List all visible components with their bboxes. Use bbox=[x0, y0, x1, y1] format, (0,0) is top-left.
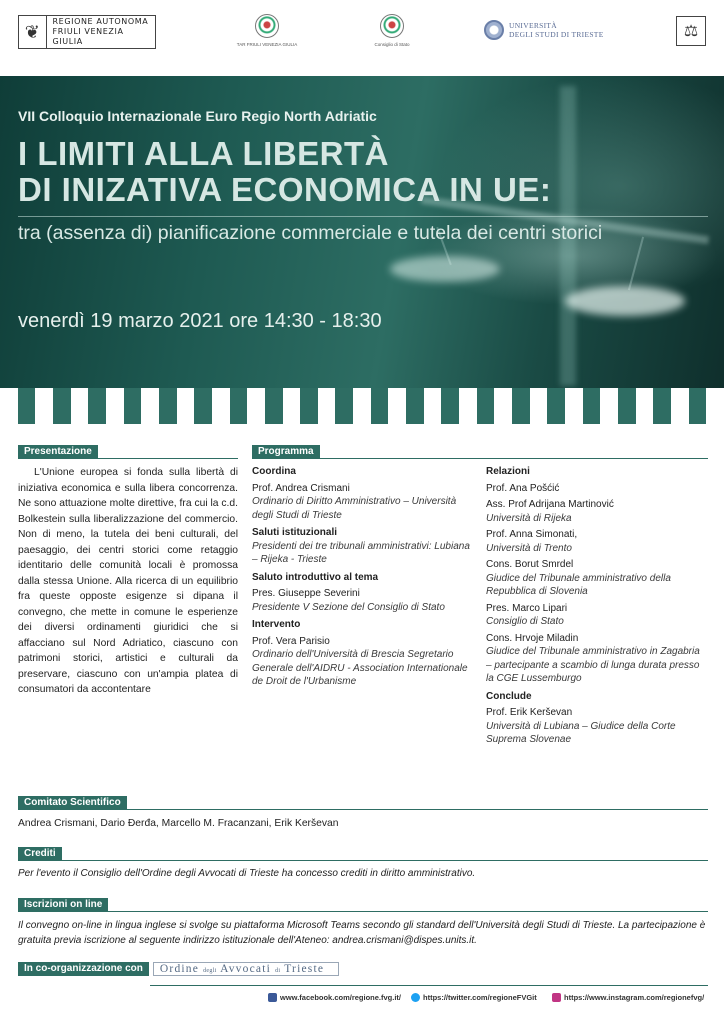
region-logo-line2: FRIULI VENEZIA GIULIA bbox=[52, 27, 124, 46]
univ-line2: DEGLI STUDI DI TRIESTE bbox=[509, 30, 604, 39]
speaker-role: Giudice del Tribunale amministrativo della Repubblica di Slovenia bbox=[486, 572, 671, 597]
tar-fvg-logo bbox=[232, 14, 302, 47]
event-tagline: tra (assenza di) pianificazione commerciale e tutela dei centri storici bbox=[18, 222, 603, 244]
facebook-link[interactable]: www.facebook.com/regione.fvg.it/ bbox=[268, 993, 401, 1002]
title-divider bbox=[18, 216, 708, 217]
programma-column-left bbox=[252, 465, 477, 689]
speaker-role: Presidenti dei tre tribunali amministrativi: Lubiana – Rijeka - Trieste bbox=[252, 540, 470, 565]
speaker-name: Pres. Giuseppe Severini bbox=[252, 588, 360, 599]
regione-fvg-logo bbox=[18, 15, 156, 49]
saluto-intro-heading: Saluto introduttivo al tema bbox=[252, 571, 379, 583]
saluti-heading: Saluti istituzionali bbox=[252, 527, 338, 538]
comitato-header bbox=[18, 796, 708, 810]
speaker-role: Presidente V Sezione del Consiglio di Stato bbox=[252, 601, 445, 613]
ordine-avvocati-wordmark: Ordine degli Avvocati di Trieste bbox=[153, 962, 339, 976]
event-title-line2: DI INIZATIVA ECONOMICA IN UE: bbox=[18, 171, 552, 208]
iscrizioni-header bbox=[18, 898, 708, 912]
speaker-name: Cons. Hrvoje Miladin bbox=[486, 632, 579, 644]
speaker-name: Prof. Anna Simonati, bbox=[486, 529, 578, 540]
hero-banner bbox=[0, 76, 724, 388]
facebook-icon bbox=[268, 993, 277, 1002]
checker-strip bbox=[0, 388, 724, 424]
university-seal-icon bbox=[484, 20, 504, 40]
scale-pan-left-graphic bbox=[390, 256, 500, 282]
event-title-line1: I LIMITI ALLA LIBERTÀ bbox=[18, 135, 390, 172]
consiglio-caption: Consiglio di Stato bbox=[374, 42, 410, 47]
coordina-heading: Coordina bbox=[252, 466, 296, 477]
coorganizzazione bbox=[18, 962, 339, 976]
instagram-link[interactable]: https://www.instagram.com/regionefvg/ bbox=[552, 993, 704, 1002]
speaker-name: Ass. Prof Adrijana Martinović bbox=[486, 499, 614, 510]
event-title bbox=[18, 136, 551, 208]
programma-column-right bbox=[486, 465, 708, 747]
presentazione-header bbox=[18, 445, 238, 459]
eagle-icon: ❦ bbox=[19, 16, 47, 48]
emblem-icon bbox=[380, 14, 404, 38]
ordine-avvocati-logo: ⚖ bbox=[676, 16, 706, 46]
coorganizzazione-label: In co-organizzazione con bbox=[18, 962, 149, 976]
speaker-role: Ordinario dell'Università di Brescia Segretario Generale dell'AIDRU - Association Internationale de Droit de l'Urbanisme bbox=[252, 649, 468, 687]
speaker-role: Ordinario di Diritto Amministrativo – Università degli Studi di Trieste bbox=[252, 496, 457, 521]
crediti-heading: Crediti bbox=[18, 847, 62, 861]
speaker-name: Prof. Vera Parisio bbox=[252, 635, 330, 647]
speaker-name: Prof. Ana Pošćić bbox=[486, 482, 560, 494]
tar-caption: TAR FRIULI VENEZIA GIULIA bbox=[236, 42, 298, 47]
comitato-members: Andrea Crismani, Dario Đerđa, Marcello M. Fracanzani, Erik Kerševan bbox=[18, 818, 339, 829]
crediti-text: Per l'evento il Consiglio dell'Ordine degli Avvocati di Trieste ha concesso crediti in diritto amministrativo. bbox=[18, 868, 476, 879]
relazioni-heading: Relazioni bbox=[486, 466, 530, 477]
footer-divider bbox=[150, 985, 708, 986]
region-logo-line1: REGIONE AUTONOMA bbox=[52, 17, 149, 26]
universita-trieste-logo bbox=[484, 20, 604, 40]
univ-line1: UNIVERSITÀ bbox=[509, 21, 557, 30]
presentazione-text: L'Unione europea si fonda sulla libertà di iniziativa economica e sulla libera concorrenza. Ne sono attuazione molte direttive, fra cui la c.d. Bolkestein sulla liberalizzazione del commercio. Non di meno, la tutela dei beni culturali, del paesaggio, dei centri storici come retaggio identitario delle comunità locali è promossa dalla stessa Unione. Alla ricerca di un equilibrio fra queste opposte esigenze si dipana il convegno, che mette in comune le esperienze dei diversi ordinamenti giuridici che si affacciano sul Nord Adriatico, ciascuno con patrimoni storici, artistici e culturali da preservare, ciascuno con un'ampia platea di consumatori da accontentare bbox=[18, 467, 238, 695]
event-date: venerdì 19 marzo 2021 ore 14:30 - 18:30 bbox=[18, 310, 382, 332]
presentazione-heading: Presentazione bbox=[18, 445, 98, 459]
speaker-name: Prof. Erik Kerševan bbox=[486, 707, 573, 718]
event-subtitle: VII Colloquio Internazionale Euro Regio North Adriatic bbox=[18, 108, 377, 124]
speaker-role: Giudice del Tribunale amministrativo in Zagabria – partecipante a scambio di lunga durata presso la CGE Lussemburgo bbox=[486, 646, 700, 684]
scale-pan-right-graphic bbox=[565, 286, 685, 316]
instagram-icon bbox=[552, 993, 561, 1002]
iscrizioni-text: Il convegno on-line in lingua inglese si svolge su piattaforma Microsoft Teams secondo gli standard dell'Università degli Studi di Trieste. La partecipazione è gratuita previa iscrizione al seguente indirizzo istituzionale dell'Ateneo: andrea.crismani@dispes.units.it. bbox=[18, 920, 706, 946]
iscrizioni-heading: Iscrizioni on line bbox=[18, 898, 108, 912]
speaker-role: Università di Lubiana – Giudice della Corte Suprema Slovenae bbox=[486, 720, 676, 745]
speaker-name: Prof. Andrea Crismani bbox=[252, 482, 350, 494]
speaker-name: Pres. Marco Lipari bbox=[486, 602, 568, 614]
intervento-heading: Intervento bbox=[252, 619, 301, 630]
speaker-role: Università di Trento bbox=[486, 542, 572, 554]
speaker-role: Università di Rijeka bbox=[486, 512, 572, 524]
speaker-role: Consiglio di Stato bbox=[486, 616, 564, 627]
emblem-icon bbox=[255, 14, 279, 38]
programma-heading: Programma bbox=[252, 445, 320, 459]
consiglio-stato-logo bbox=[370, 14, 414, 47]
crediti-header bbox=[18, 847, 708, 861]
twitter-icon bbox=[411, 993, 420, 1002]
logo-strip bbox=[0, 0, 724, 70]
speaker-name: Cons. Borut Smrdel bbox=[486, 559, 574, 570]
conclude-heading: Conclude bbox=[486, 690, 532, 702]
twitter-link[interactable]: https://twitter.com/regioneFVGit bbox=[411, 993, 537, 1002]
comitato-heading: Comitato Scientifico bbox=[18, 796, 127, 810]
programma-header bbox=[252, 445, 708, 459]
